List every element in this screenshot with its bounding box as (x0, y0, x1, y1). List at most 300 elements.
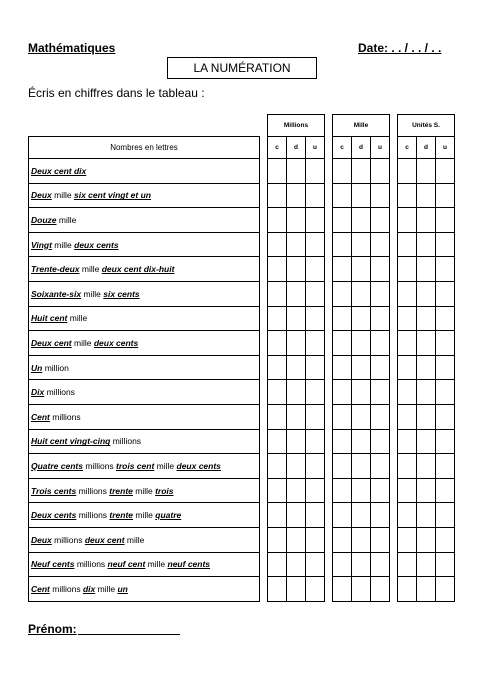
digit-cell[interactable] (417, 478, 436, 503)
digit-cell[interactable] (268, 331, 287, 356)
unit-word: mille (81, 288, 104, 299)
digit-cell[interactable] (268, 257, 287, 282)
table-row (29, 478, 455, 503)
digit-cell[interactable] (371, 503, 390, 528)
unit-word: million (42, 362, 69, 373)
column-gap (325, 331, 333, 356)
column-gap (390, 527, 398, 552)
column-gap (390, 478, 398, 503)
digit-cell[interactable] (436, 331, 455, 356)
table-row (29, 306, 455, 331)
table-row (29, 454, 455, 479)
column-gap (325, 208, 333, 233)
digit-cell[interactable] (287, 208, 306, 233)
digit-cell[interactable] (398, 429, 417, 454)
digit-cell[interactable] (333, 404, 352, 429)
digit-cell[interactable] (268, 527, 287, 552)
digit-cell[interactable] (398, 454, 417, 479)
digit-cell[interactable] (352, 552, 371, 577)
digit-cell[interactable] (417, 183, 436, 208)
number-word: quatre (155, 510, 182, 521)
column-gap (390, 257, 398, 282)
digit-cell[interactable] (398, 552, 417, 577)
number-word: Deux (31, 190, 52, 201)
digit-cell[interactable] (398, 527, 417, 552)
column-gap (260, 232, 268, 257)
subcolumn-header: c (398, 137, 417, 159)
digit-cell[interactable] (287, 454, 306, 479)
digit-cell[interactable] (436, 527, 455, 552)
digit-cell[interactable] (352, 355, 371, 380)
digit-cell[interactable] (398, 281, 417, 306)
digit-cell[interactable] (268, 552, 287, 577)
digit-cell[interactable] (436, 380, 455, 405)
digit-cell[interactable] (287, 503, 306, 528)
digit-cell[interactable] (333, 577, 352, 602)
digit-cell[interactable] (371, 454, 390, 479)
digit-cell[interactable] (417, 429, 436, 454)
column-gap (260, 577, 268, 602)
table-row (29, 159, 455, 184)
digit-cell[interactable] (333, 503, 352, 528)
unit-word: millions (49, 583, 83, 594)
digit-cell[interactable] (436, 355, 455, 380)
table-row (29, 331, 455, 356)
digit-cell[interactable] (287, 183, 306, 208)
unit-word: mille (133, 510, 156, 521)
number-word: neuf cent (107, 559, 146, 570)
number-in-words (29, 478, 260, 503)
digit-cell[interactable] (371, 159, 390, 184)
digit-cell[interactable] (371, 577, 390, 602)
digit-cell[interactable] (268, 503, 287, 528)
digit-cell[interactable] (306, 331, 325, 356)
digit-cell[interactable] (268, 577, 287, 602)
digit-cell[interactable] (352, 454, 371, 479)
digit-cell[interactable] (287, 552, 306, 577)
column-gap (325, 527, 333, 552)
name-label: Prénom: (28, 622, 77, 636)
table-row (29, 257, 455, 282)
column-gap (260, 527, 268, 552)
digit-cell[interactable] (371, 183, 390, 208)
column-gap (325, 306, 333, 331)
digit-cell[interactable] (333, 257, 352, 282)
number-in-words (29, 331, 260, 356)
digit-cell[interactable] (371, 257, 390, 282)
digit-cell[interactable] (306, 577, 325, 602)
number-word: Neuf cents (31, 559, 75, 570)
digit-cell[interactable] (352, 232, 371, 257)
unit-word: millions (49, 411, 81, 422)
subcolumn-header: u (306, 137, 325, 159)
digit-cell[interactable] (352, 577, 371, 602)
subcolumn-header: d (352, 137, 371, 159)
column-gap (390, 503, 398, 528)
digit-cell[interactable] (436, 503, 455, 528)
digit-cell[interactable] (287, 577, 306, 602)
number-word: Soixante-six (31, 288, 82, 299)
digit-cell[interactable] (417, 552, 436, 577)
column-gap (390, 281, 398, 306)
names-column-header: Nombres en lettres (29, 137, 260, 159)
digit-cell[interactable] (333, 208, 352, 233)
digit-cell[interactable] (306, 355, 325, 380)
column-gap (325, 115, 333, 137)
digit-cell[interactable] (268, 429, 287, 454)
digit-cell[interactable] (287, 306, 306, 331)
digit-cell[interactable] (436, 281, 455, 306)
digit-cell[interactable] (268, 380, 287, 405)
digit-cell[interactable] (398, 257, 417, 282)
digit-cell[interactable] (436, 478, 455, 503)
digit-cell[interactable] (333, 429, 352, 454)
column-gap (325, 137, 333, 159)
digit-cell[interactable] (436, 232, 455, 257)
digit-cell[interactable] (352, 257, 371, 282)
digit-cell[interactable] (436, 183, 455, 208)
digit-cell[interactable] (333, 232, 352, 257)
digit-cell[interactable] (352, 429, 371, 454)
number-word: Un (31, 362, 43, 373)
column-gap (390, 115, 398, 137)
digit-cell[interactable] (436, 159, 455, 184)
unit-word: millions (74, 559, 108, 570)
unit-word: millions (44, 387, 75, 398)
digit-cell[interactable] (287, 281, 306, 306)
number-in-words (29, 232, 260, 257)
unit-word: mille (154, 460, 177, 471)
column-gap (260, 404, 268, 429)
number-word: Trente-deux (31, 264, 80, 275)
subcolumn-header: c (333, 137, 352, 159)
column-gap (260, 503, 268, 528)
column-gap (260, 380, 268, 405)
digit-cell[interactable] (287, 331, 306, 356)
digit-cell[interactable] (287, 404, 306, 429)
number-word: deux cents (176, 460, 221, 471)
column-gap (325, 429, 333, 454)
digit-cell[interactable] (268, 232, 287, 257)
number-word: Vingt (31, 239, 52, 250)
column-gap (325, 552, 333, 577)
digit-cell[interactable] (352, 208, 371, 233)
column-gap (325, 232, 333, 257)
instruction-text: Écris en chiffres dans le tableau : (28, 86, 205, 100)
digit-cell[interactable] (306, 306, 325, 331)
digit-cell[interactable] (333, 478, 352, 503)
digit-cell[interactable] (306, 404, 325, 429)
numeration-table (28, 114, 455, 602)
digit-cell[interactable] (352, 159, 371, 184)
digit-cell[interactable] (306, 257, 325, 282)
digit-cell[interactable] (371, 380, 390, 405)
digit-cell[interactable] (287, 380, 306, 405)
number-in-words (29, 503, 260, 528)
table-row (29, 380, 455, 405)
digit-cell[interactable] (306, 281, 325, 306)
column-gap (260, 331, 268, 356)
digit-cell[interactable] (398, 183, 417, 208)
column-gap (325, 478, 333, 503)
digit-cell[interactable] (417, 331, 436, 356)
digit-cell[interactable] (306, 159, 325, 184)
unit-word: millions (76, 510, 110, 521)
digit-cell[interactable] (398, 404, 417, 429)
digit-cell[interactable] (398, 331, 417, 356)
digit-cell[interactable] (352, 331, 371, 356)
column-gap (325, 281, 333, 306)
digit-cell[interactable] (268, 404, 287, 429)
column-gap (260, 454, 268, 479)
number-in-words (29, 281, 260, 306)
table-row (29, 183, 455, 208)
digit-cell[interactable] (333, 355, 352, 380)
column-gap (325, 404, 333, 429)
number-word: Trois cents (31, 485, 77, 496)
table-row (29, 552, 455, 577)
digit-cell[interactable] (352, 281, 371, 306)
unit-word: mille (56, 214, 77, 225)
number-in-words (29, 429, 260, 454)
digit-cell[interactable] (306, 527, 325, 552)
digit-cell[interactable] (417, 208, 436, 233)
digit-cell[interactable] (333, 183, 352, 208)
digit-cell[interactable] (287, 429, 306, 454)
column-gap (390, 137, 398, 159)
digit-cell[interactable] (333, 454, 352, 479)
number-word: deux cent (84, 534, 125, 545)
digit-cell[interactable] (398, 306, 417, 331)
digit-cell[interactable] (268, 208, 287, 233)
number-word: Deux (31, 534, 52, 545)
number-in-words (29, 306, 260, 331)
number-in-words (29, 552, 260, 577)
column-gap (390, 208, 398, 233)
digit-cell[interactable] (417, 257, 436, 282)
digit-cell[interactable] (417, 232, 436, 257)
digit-cell[interactable] (398, 478, 417, 503)
digit-cell[interactable] (306, 429, 325, 454)
unit-word: mille (132, 485, 156, 496)
number-word: Quatre cents (31, 460, 83, 471)
column-gap (325, 454, 333, 479)
digit-cell[interactable] (306, 552, 325, 577)
digit-cell[interactable] (333, 380, 352, 405)
number-in-words (29, 208, 260, 233)
table-row (29, 208, 455, 233)
digit-cell[interactable] (436, 404, 455, 429)
digit-cell[interactable] (268, 478, 287, 503)
digit-cell[interactable] (371, 478, 390, 503)
digit-cell[interactable] (371, 552, 390, 577)
number-in-words (29, 355, 260, 380)
table-row (29, 232, 455, 257)
digit-cell[interactable] (333, 306, 352, 331)
column-gap (260, 137, 268, 159)
number-word: deux cent dix-huit (101, 264, 175, 275)
digit-cell[interactable] (398, 208, 417, 233)
number-word: Dix (31, 387, 45, 398)
number-in-words (29, 577, 260, 602)
digit-cell[interactable] (371, 306, 390, 331)
number-word: Deux cent dix (31, 165, 87, 176)
unit-word: mille (71, 337, 94, 348)
digit-cell[interactable] (436, 552, 455, 577)
digit-cell[interactable] (371, 281, 390, 306)
column-gap (260, 115, 268, 137)
digit-cell[interactable] (352, 306, 371, 331)
number-word: trente (109, 510, 134, 521)
subcolumn-header: d (287, 137, 306, 159)
column-gap (260, 281, 268, 306)
table-row (29, 503, 455, 528)
digit-cell[interactable] (352, 404, 371, 429)
digit-cell[interactable] (417, 306, 436, 331)
number-in-words (29, 257, 260, 282)
digit-cell[interactable] (436, 454, 455, 479)
digit-cell[interactable] (371, 232, 390, 257)
digit-cell[interactable] (352, 183, 371, 208)
unit-word: mille (79, 264, 102, 275)
digit-cell[interactable] (333, 527, 352, 552)
digit-cell[interactable] (417, 503, 436, 528)
column-gap (390, 429, 398, 454)
column-gap (390, 454, 398, 479)
digit-cell[interactable] (268, 454, 287, 479)
column-gap (260, 355, 268, 380)
unit-word: mille (145, 559, 168, 570)
digit-cell[interactable] (306, 478, 325, 503)
digit-cell[interactable] (436, 429, 455, 454)
digit-cell[interactable] (268, 355, 287, 380)
unit-word: millions (76, 485, 110, 496)
group-header: Mille (333, 115, 390, 137)
digit-cell[interactable] (398, 232, 417, 257)
digit-cell[interactable] (306, 454, 325, 479)
number-word: dix (82, 583, 96, 594)
number-in-words (29, 380, 260, 405)
digit-cell[interactable] (333, 281, 352, 306)
digit-cell[interactable] (268, 306, 287, 331)
digit-cell[interactable] (287, 232, 306, 257)
digit-cell[interactable] (306, 503, 325, 528)
group-header-row (29, 115, 455, 137)
digit-cell[interactable] (352, 380, 371, 405)
digit-cell[interactable] (306, 380, 325, 405)
column-gap (325, 503, 333, 528)
digit-cell[interactable] (417, 404, 436, 429)
unit-word: mille (95, 583, 118, 594)
column-gap (260, 306, 268, 331)
digit-cell[interactable] (398, 355, 417, 380)
digit-cell[interactable] (352, 478, 371, 503)
number-word: Douze (31, 214, 57, 225)
table-row (29, 429, 455, 454)
unit-word: millions (110, 436, 142, 447)
digit-cell[interactable] (287, 478, 306, 503)
table-row (29, 577, 455, 602)
digit-cell[interactable] (371, 208, 390, 233)
number-in-words (29, 159, 260, 184)
digit-cell[interactable] (436, 208, 455, 233)
digit-cell[interactable] (417, 159, 436, 184)
column-gap (260, 183, 268, 208)
subcolumn-header: d (417, 137, 436, 159)
digit-cell[interactable] (287, 257, 306, 282)
name-input-line[interactable] (78, 634, 180, 635)
subcolumn-header: u (436, 137, 455, 159)
digit-cell[interactable] (287, 159, 306, 184)
digit-cell[interactable] (371, 429, 390, 454)
column-gap (390, 355, 398, 380)
digit-cell[interactable] (306, 232, 325, 257)
digit-cell[interactable] (352, 503, 371, 528)
column-gap (390, 331, 398, 356)
number-word: Huit cent vingt-cinq (31, 436, 111, 447)
table-row (29, 404, 455, 429)
number-word: Cent (31, 583, 50, 594)
digit-cell[interactable] (371, 404, 390, 429)
digit-cell[interactable] (436, 257, 455, 282)
column-gap (390, 183, 398, 208)
digit-cell[interactable] (333, 159, 352, 184)
digit-cell[interactable] (333, 331, 352, 356)
digit-cell[interactable] (417, 281, 436, 306)
column-gap (260, 257, 268, 282)
digit-cell[interactable] (436, 306, 455, 331)
digit-cell[interactable] (417, 380, 436, 405)
digit-cell[interactable] (352, 527, 371, 552)
digit-cell[interactable] (333, 552, 352, 577)
digit-cell[interactable] (268, 281, 287, 306)
number-in-words (29, 454, 260, 479)
digit-cell[interactable] (436, 577, 455, 602)
digit-cell[interactable] (371, 355, 390, 380)
unit-word: millions (82, 460, 117, 471)
digit-cell[interactable] (268, 183, 287, 208)
digit-cell[interactable] (371, 527, 390, 552)
digit-cell[interactable] (306, 183, 325, 208)
digit-cell[interactable] (287, 355, 306, 380)
column-gap (325, 577, 333, 602)
number-word: deux cents (93, 337, 139, 348)
digit-cell[interactable] (306, 208, 325, 233)
column-gap (390, 232, 398, 257)
number-in-words (29, 404, 260, 429)
digit-cell[interactable] (398, 503, 417, 528)
digit-cell[interactable] (398, 159, 417, 184)
digit-cell[interactable] (417, 355, 436, 380)
subcolumn-header: u (371, 137, 390, 159)
number-in-words (29, 183, 260, 208)
column-gap (325, 257, 333, 282)
digit-cell[interactable] (371, 331, 390, 356)
digit-cell[interactable] (417, 454, 436, 479)
digit-cell[interactable] (268, 159, 287, 184)
column-gap (260, 208, 268, 233)
digit-cell[interactable] (417, 527, 436, 552)
digit-cell[interactable] (287, 527, 306, 552)
number-in-words (29, 527, 260, 552)
digit-cell[interactable] (398, 577, 417, 602)
digit-cell[interactable] (417, 577, 436, 602)
column-gap (260, 478, 268, 503)
number-word: trois (155, 485, 174, 496)
digit-cell[interactable] (398, 380, 417, 405)
number-word: neuf cents (167, 559, 211, 570)
column-gap (325, 159, 333, 184)
